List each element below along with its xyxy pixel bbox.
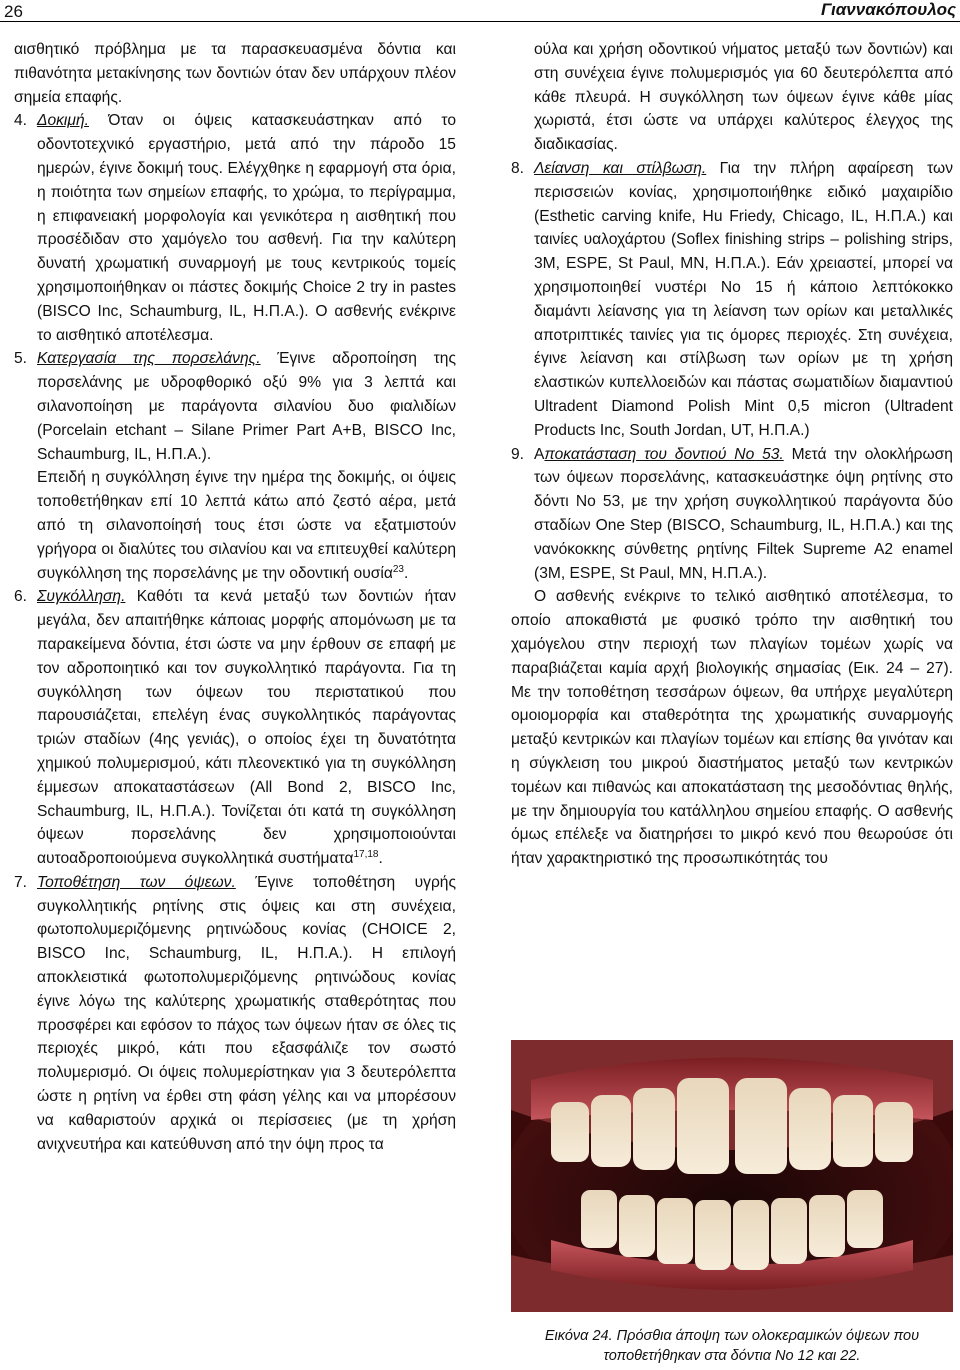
item-number: 8.	[511, 159, 525, 177]
item-title: Δοκιμή.	[37, 112, 89, 130]
list-item-6	[14, 585, 456, 871]
item-number: 7.	[14, 873, 28, 891]
tooth	[847, 1190, 883, 1248]
item-title: Κατεργασία της πορσελάνης.	[37, 350, 261, 368]
item-title-prefix: Α	[534, 445, 545, 463]
item-title: Λείανση και στίλβωση.	[534, 159, 707, 177]
header-rule	[0, 21, 960, 22]
item-text: Επειδή η συγκόλληση έγινε την ημέρα της δοκιμής, οι όψεις τοποθετήθηκαν επί 10 λεπτά κάτω από ζεστό αέρα, μετά από τη σιλανοποίησή τους έτσι ώστε να εξατμιστούν γρήγορα οι διαλύτες του σιλανίου και να επιτευχθεί καλύτερη συγκόλληση της πορσελάνης με την οδοντική ουσία	[37, 469, 456, 582]
item-text: Για την πλήρη αφαίρεση των περισσειών κονίας, χρησιμοποιήθηκε ειδικό μαχαιρίδιο (Esthetic carving knife, Hu Friedy, Chicago, IL, Η.Π.Α.) και ταινίες υαλοχάρτου (Soflex finishing strips – polishing strips, 3M, ESPE, St Paul, MN, Η.Π.Α.). Εάν χρειαστεί, μπορεί να χρησιμοποιηθεί νυστέρι Νο 15 ή κάποιο λεπτόκοκκο διαμάντι λείανσης για τη λείανση των ορίων και μεταλλικές αποτριπτικές ταινίες για τις όμορες περιοχές. Στη συνέχεια, έγινε λείανση και στίλβωση των ορίων με τη χρήση ελαστικών κυπελλοειδών και πάστας σωματιδίων διαμαντιού Ultradent Diamond Polish Mint 0,5 micron (Ultradent Products Inc, South Jordan, UT, Η.Π.Α.)	[534, 159, 953, 439]
tooth	[581, 1190, 617, 1248]
tooth	[733, 1200, 769, 1270]
list-item-9	[511, 443, 953, 586]
right-column	[511, 38, 953, 871]
figure-24-dental-photo	[511, 1040, 953, 1312]
tooth	[633, 1088, 675, 1170]
running-head-author: Γιαννακόπουλος	[820, 0, 956, 19]
list-item-5-continued	[14, 466, 456, 585]
paragraph-continued: ούλα και χρήση οδοντικού νήματος μεταξύ των δοντιών) και στη συνέχεια έγινε πολυμερισμός για 60 δευτερόλεπτα από κάθε πλευρά. Η συγκόλληση των όψεων έγινε κάθε μίας χωριστά, έτσι ώστε να υπάρχει καλύτερος έλεγχος της διαδικασίας.	[534, 41, 953, 154]
item-text: Καθότι τα κενά μεταξύ των δοντιών ήταν μεγάλα, δεν απαιτήθηκε κάποιας μορφής απομόνωση με τα παρακείμενα δόντια, έτσι ώστε να μην έρθουν σε επαφή με τον αδροποιητικό και τον συγκολλητικό παράγοντα. Για τη συγκόλληση των όψεων του περιστατικού που παρουσιάζεται, επελέγη ένας συγκολλητικός παράγοντας τριών σταδίων (4ης γενιάς), ο οποίος έχει τη δυνατότητα χημικού πολυμερισμού, κάτι πλεονεκτικό για τη συγκόλληση έμμεσων αποκαταστάσεων (All Bond 2, BISCO Inc, Schaumburg, IL, Η.Π.Α.). Τονίζεται ότι κατά τη συγκόλληση όψεων πορσελάνης δεν χρησιμοποιούνται αυτοαδροποιούμενα συγκολλητικά συστήματα	[37, 588, 456, 868]
reference-superscript: 17,18	[353, 848, 379, 860]
list-item-4	[14, 109, 456, 347]
item-title: Συγκόλληση.	[37, 588, 126, 606]
item-number: 4.	[14, 112, 28, 130]
item-text: Έγινε αδροποίηση της πορσελάνης με υδροφθορικό οξύ 9% για 3 λεπτά και σιλανοποίηση με παράγοντα σιλανίου δυο φιαλιδίων (Porcelain etchant – Silane Primer Part A+B, BISCO Inc, Schaumburg, IL, Η.Π.Α.).	[37, 350, 456, 463]
dental-photo-icon	[511, 1040, 953, 1312]
item-text: Έγινε τοποθέτηση υγρής συγκολλητικής ρητίνης στις όψεις και στη συνέχεια, φωτοπολυμεριζόμενης ρητινώδους κονίας (CHOICE 2, BISCO Inc, Schaumburg, IL, Η.Π.Α.). Η επιλογή αποκλειστικά φωτοπολυμεριζόμενης ρητινώδους κονίας έγινε λόγω της καλύτερης χρωματικής σταθερότητας που προσφέρει και εφόσον το πάχος των όψεων ήταν σε όλες τις περιοχές μικρό, κάτι που εξασφάλιζε τον σωστό πολυμερισμό. Οι όψεις πολυμερίστηκαν για 3 δευτερόλεπτα ώστε η ρητίνη να έρθει στη φάση γέλης και να μπορέσουν να καθαριστούν αρχικά οι περίσσειες (με τη χρήση ανιχνευτήρα και κατεύθυνση από την όψη προς τα	[37, 873, 456, 1153]
tooth	[591, 1095, 631, 1167]
tooth	[735, 1078, 787, 1174]
item-number: 9.	[511, 445, 525, 463]
sentence-end: .	[403, 564, 409, 582]
item-title: Τοποθέτηση των όψεων.	[37, 873, 236, 891]
tooth	[695, 1200, 731, 1270]
list-item-5	[14, 347, 456, 466]
page-header	[0, 0, 960, 22]
figure-caption: Εικόνα 24. Πρόσθια άποψη των ολοκεραμικών όψεων που τοποθετήθηκαν στα δόντια Νο 12 και 22.	[544, 1328, 920, 1364]
tooth	[809, 1195, 845, 1257]
tooth	[771, 1198, 807, 1264]
item-text: Όταν οι όψεις κατασκευάστηκαν από το οδοντοτεχνικό εργαστήριο, μετά από την πάροδο 15 ημερών, έγινε δοκιμή τους. Ελέγχθηκε η εφαρμογή στα όρια, η ποιότητα των σημείων επαφής, το χρώμα, το περίγραμμα, η επιφανειακή μορφολογία και γενικότερα η αισθητική που προσέδιδαν στο χαμόγελο του ασθενή. Για την καλύτερη δυνατή χρωματική συναρμογή με τους κεντρικούς τομείς χρησιμοποιήθηκαν οι πάστες δοκιμής Choice 2 try in pastes (BISCO Inc, Schaumburg, IL, Η.Π.Α.). Ο ασθενής ενέκρινε το αισθητικό αποτέλεσμα.	[37, 112, 456, 344]
left-column	[14, 38, 456, 1156]
tooth	[619, 1195, 655, 1257]
tooth	[551, 1102, 589, 1162]
list-item-7	[14, 871, 456, 1157]
tooth	[833, 1095, 873, 1167]
tooth	[875, 1102, 913, 1162]
page-number: 26	[4, 2, 23, 21]
item-number: 6.	[14, 588, 28, 606]
tooth	[789, 1088, 831, 1170]
tooth	[657, 1198, 693, 1264]
tooth	[677, 1078, 729, 1174]
paragraph-intro: αισθητικό πρόβλημα με τα παρασκευασμένα δόντια και πιθανότητα μετακίνησης των δοντιών όταν δεν υπάρχουν πλέον σημεία επαφής.	[14, 41, 456, 106]
item-number: 5.	[14, 350, 28, 368]
item-text: Μετά την ολοκλήρωση των όψεων πορσελάνης, κατασκευάστηκε όψη ρητίνης στο δόντι Νο 53, με την χρήση συγκολλητικού παράγοντα δύο σταδίων One Step (BISCO, Schaumburg, IL, Η.Π.Α.) και της νανόκοκκης σύνθετης ρητίνης Filtek Supreme A2 enamel (3M, ESPE, St Paul, MN, Η.Π.Α.).	[534, 445, 953, 582]
list-item-8	[511, 157, 953, 443]
sentence-end: .	[378, 850, 383, 868]
item-title: ποκατάσταση του δοντιού Νο 53.	[544, 445, 784, 463]
reference-superscript: 23	[392, 563, 404, 575]
paragraph-conclusion: Ο ασθενής ενέκρινε το τελικό αισθητικό αποτέλεσμα, το οποίο αποκαθιστά με φυσικό τρόπο την αισθητική του χαμόγελου στην περιοχή των πλαγίων τομέων χωρίς να παραβιάζεται καμία αρχή βιολογικής σημασίας (Εικ. 24 – 27). Με την τοποθέτηση τεσσάρων όψεων, θα υπήρχε μεγαλύτερη ομοιομορφία και σταθερότητα της χρωματικής συναρμογής μεταξύ κεντρικών και πλαγίων τομέων και επίσης θα γινόταν και η σύγκλειση του μικρού διαστήματος μεταξύ των κεντρικών τομέων και πιθανώς και αποκατάσταση της μεσοδόντιας θηλής, με την δημιουργία του κατάλληλου σημείου επαφής. Ο ασθενής όμως επέλεξε να διατηρήσει το μικρό κενό που θεωρούσε ότι ήταν χαρακτηριστικό της προσωπικότητάς του	[511, 588, 953, 868]
